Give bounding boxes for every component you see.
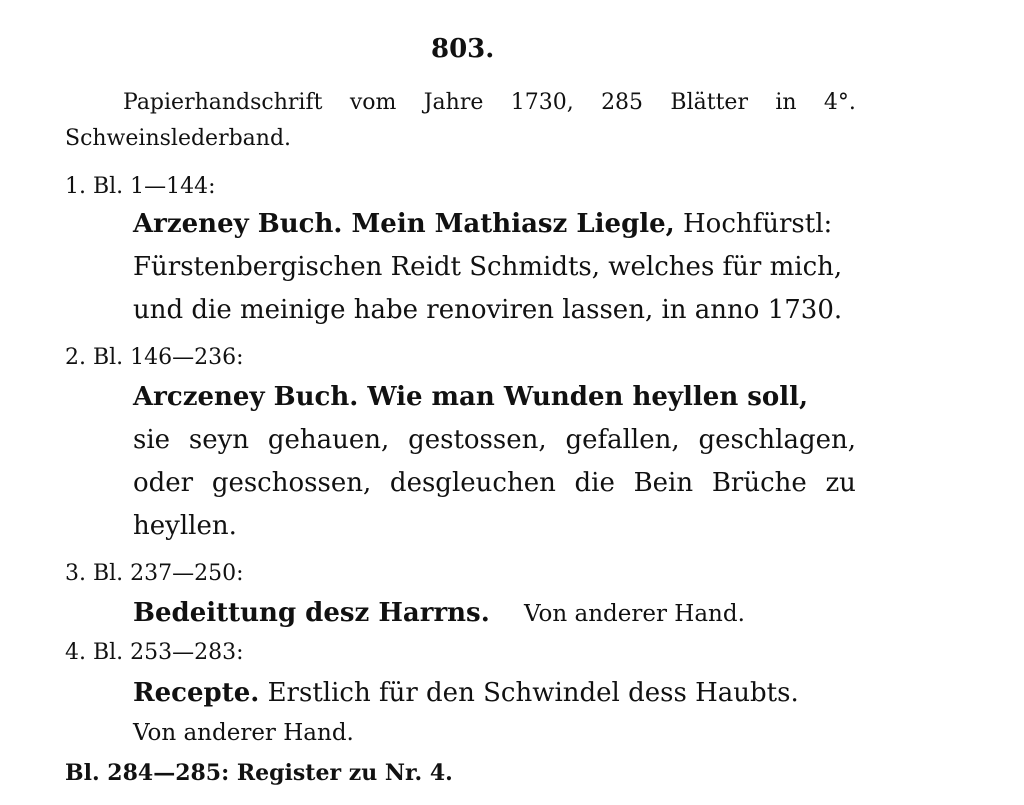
entry-2-word: sie — [133, 425, 171, 455]
entry-2-word: geschlagen, — [698, 425, 856, 455]
entry-2-word: zu — [825, 468, 856, 498]
entry-2-word: gestossen, — [408, 425, 547, 455]
entry-1-line-3: und die meinige habe renoviren lassen, in anno 1730. — [133, 295, 843, 325]
entry-2-word: seyn — [188, 425, 250, 455]
entry-3-title: Bedeittung desz Harrns. — [133, 598, 490, 628]
entry-3-head: 3. Bl. 237—250: — [65, 561, 244, 586]
intro-word: 4°. — [823, 90, 856, 115]
intro-word: in — [775, 90, 797, 115]
entry-3-rest: Von anderer Hand. — [524, 601, 745, 627]
intro-line-1 — [123, 92, 856, 114]
entry-2-word: die — [574, 468, 615, 498]
intro-word: vom — [349, 90, 397, 115]
intro-word: Jahre — [423, 90, 484, 115]
entry-2-word: gefallen, — [565, 425, 680, 455]
entry-4-rest: Erstlich für den Schwindel dess Haubts. — [259, 678, 799, 708]
intro-word: 285 — [601, 90, 644, 115]
entry-1-line-1-rest: Hochfürstl: — [674, 209, 833, 239]
entry-1-line-2: Fürstenbergischen Reidt Schmidts, welches für mich, — [133, 252, 843, 282]
intro-line-2: Schweinslederband. — [65, 126, 292, 151]
intro-word: Blätter — [670, 90, 748, 115]
register-line: Bl. 284—285: Register zu Nr. 4. — [65, 760, 453, 786]
entry-2-word: gehauen, — [267, 425, 390, 455]
entry-4-line-1 — [133, 680, 856, 706]
entry-2-word: desgleuchen — [389, 468, 556, 498]
entry-4-line-2: Von anderer Hand. — [133, 720, 354, 746]
intro-word: 1730, — [510, 90, 574, 115]
entry-2-word: Bein — [633, 468, 694, 498]
entry-1-title: Arzeney Buch. Mein Mathiasz Liegle, — [133, 209, 675, 239]
entry-1-line-1 — [133, 211, 856, 237]
entry-2-line-2 — [133, 427, 856, 453]
entry-1-head: 1. Bl. 1—144: — [65, 174, 216, 199]
entry-2-word: geschossen, — [211, 468, 372, 498]
entry-4-head: 4. Bl. 253—283: — [65, 640, 244, 665]
entry-2-line-3 — [133, 470, 856, 496]
entry-2-word: oder — [133, 468, 194, 498]
entry-2-word: Brüche — [711, 468, 807, 498]
entry-2-line-4: heyllen. — [133, 511, 237, 541]
entry-4-title: Recepte. — [133, 678, 260, 708]
intro-word: Papierhandschrift — [123, 90, 323, 115]
page-number: 803. — [431, 34, 495, 64]
entry-2-head: 2. Bl. 146—236: — [65, 345, 244, 370]
entry-3-line-1 — [133, 600, 856, 626]
entry-2-title: Arczeney Buch. Wie man Wunden heyllen soll, — [133, 382, 809, 412]
